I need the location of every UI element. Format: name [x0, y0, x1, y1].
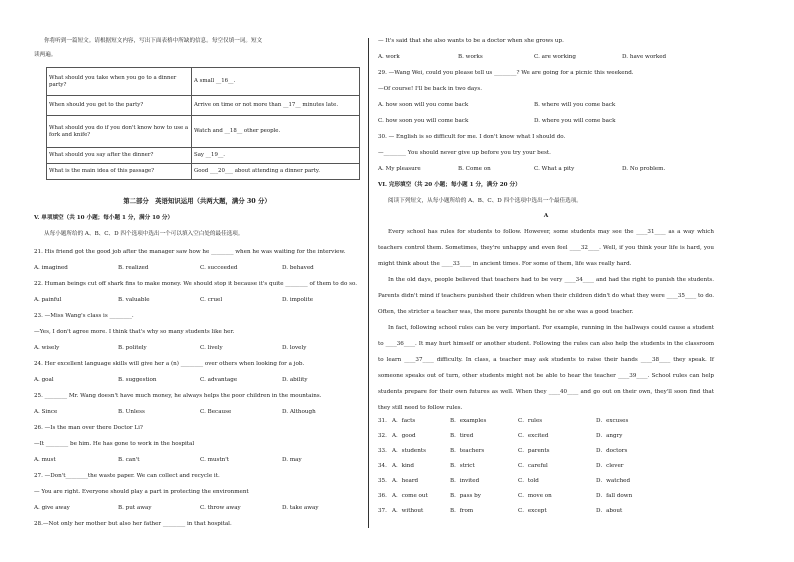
q30-option-b: B. Come on [458, 166, 491, 172]
q21-option-b: B. realized [118, 265, 149, 271]
cloze-option-d: D．clever [596, 463, 624, 469]
cloze-option-d: D．angry [596, 433, 623, 439]
q23-option-d: D. lovely [282, 345, 307, 351]
q28-option-a: A. work [378, 54, 400, 60]
q29-option-d: D. where you will come back [534, 118, 616, 124]
cloze-option-a: A．facts [392, 418, 416, 424]
table-answer: Good ___20___ about attending a dinner party. [192, 164, 360, 180]
q25-option-a: A. Since [34, 409, 58, 415]
cloze-option-b: B．tired [450, 433, 474, 439]
q29-option-a: A. how soon will you come back [378, 102, 469, 108]
q30-option-a: A. My pleasure [378, 166, 421, 172]
cloze-option-d: D．fall down [596, 493, 633, 499]
cloze-option-b: B．teachers [450, 448, 485, 454]
cloze-option-c: C．told [518, 478, 539, 484]
q21-option-d: D. behaved [282, 265, 314, 271]
cloze-option-number: 32. [378, 433, 387, 439]
cloze-option-c: C．move on [518, 493, 552, 499]
q26-option-c: C. mustn't [200, 457, 230, 463]
q21-stem: 21. His friend got the good job after the manager saw how he ________ when he was waiting for the interview. [34, 249, 346, 255]
table-row [47, 148, 360, 164]
q22-stem: 22. Human beings cut off shark fins to make money. We should stop it because it's quite ________ of them to do so. [34, 281, 358, 287]
cloze-option-b: B．strict [450, 463, 475, 469]
table-question: What should you do if you don't know how to use a fork and knife? [47, 116, 192, 148]
table-question: What should you take when you go to a dinner party? [47, 68, 192, 96]
q23-option-a: A. wisely [34, 345, 60, 351]
passage-paragraph-1: Every school has rules for students to follow. However, some students may see the ____31____ as a way which teachers control them. Sometimes, they're unhappy and even feel ____32____. Well, if you think your life is hard, you might think about the ____33____ in ancient times. For some of them, life was really hard. [378, 229, 714, 267]
q23-stem-2: —Yes, I don't agree more. I think that's why so many students like her. [34, 329, 235, 335]
section5-instructions: 从每小题所给的 A、B、C、D 四个选项中选出一个可以填入空白处的最佳选项。 [44, 231, 244, 237]
table-row [47, 96, 360, 116]
cloze-option-b: B．invited [450, 478, 480, 484]
cloze-option-d: D．watched [596, 478, 631, 484]
cloze-option-number: 35. [378, 478, 387, 484]
q27-stem-1: 27. —Don't________the waste paper. We can collect and recycle it. [34, 473, 220, 479]
table-answer: Say __19__. [192, 148, 360, 164]
q25-option-c: C. Because [200, 409, 232, 415]
listening-intro-line-2: 读两遍。 [34, 52, 57, 58]
listening-table [46, 67, 360, 180]
cloze-option-number: 34. [378, 463, 387, 469]
q26-stem-1: 26. —Is the man over there Doctor Li? [34, 425, 143, 431]
cloze-option-b: B．from [450, 508, 474, 514]
q28-stem: 28.—Not only her mother but also her father ________ in that hospital. [34, 521, 232, 527]
cloze-option-a: A．kind [392, 463, 414, 469]
listening-intro-line-1: 你将听到一篇短文。请根据短文内容，写出下面表格中所缺的信息。每空仅填一词。短文 [44, 38, 263, 44]
q29-stem-2: —Of course! I'll be back in two days. [378, 86, 483, 92]
q21-option-a: A. imagined [34, 265, 68, 271]
cloze-option-number: 33. [378, 448, 387, 454]
q27-option-d: D. take away [282, 505, 319, 511]
q30-option-d: D. No problem. [622, 166, 666, 172]
q29-stem-1: 29. —Wang Wei, could you please tell us ________? We are going for a picnic this weekend. [378, 70, 634, 76]
section6-title: VI. 完形填空（共 20 小题；每小题 1 分，满分 20 分） [378, 182, 521, 188]
q26-stem-2: —It ________ be him. He has gone to work in the hospital [34, 441, 195, 447]
q30-stem-1: 30. — English is so difficult for me. I don't know what I should do. [378, 134, 566, 140]
q22-option-b: B. valuable [118, 297, 150, 303]
part2-title: 第二部分 英语知识运用（共两大题，满分 30 分） [123, 197, 271, 205]
q28-option-d: D. have worked [622, 54, 667, 60]
cloze-option-c: C．excited [518, 433, 549, 439]
q24-option-a: A. goal [34, 377, 54, 383]
q24-option-b: B. suggestion [118, 377, 157, 383]
q27-option-a: A. give away [34, 505, 70, 511]
cloze-option-d: D．doctors [596, 448, 628, 454]
q26-option-a: A. must [34, 457, 56, 463]
cloze-option-b: B．pass by [450, 493, 481, 499]
q26-option-b: B. can't [118, 457, 140, 463]
q29-option-c: C. how soon you will come back [378, 118, 469, 124]
section5-title: V. 单项填空（共 10 小题；每小题 1 分，满分 10 分） [34, 215, 174, 221]
q23-option-b: B. politely [118, 345, 147, 351]
q24-option-d: D. ability [282, 377, 308, 383]
q28-stem-continued: — It's said that she also wants to be a doctor when she grows up. [378, 38, 564, 44]
cloze-option-c: C．except [518, 508, 547, 514]
page-footer [0, 544, 794, 558]
q22-option-a: A. painful [34, 297, 62, 303]
section6-instructions: 阅读下列短文，从每小题所给的 A、B、C、D 四个选项中选出一个最佳选项。 [388, 198, 582, 204]
q22-option-c: C. cruel [200, 297, 223, 303]
q27-stem-2: — You are right. Everyone should play a part in protecting the environment [34, 489, 249, 495]
table-row [47, 68, 360, 96]
table-answer: Arrive on time or not more than __17__ minutes late. [192, 96, 360, 116]
q25-stem: 25. ________ Mr. Wang doesn't have much money, he always helps the poor children in the mountains. [34, 393, 322, 399]
cloze-option-d: D．about [596, 508, 623, 514]
cloze-option-c: C．rules [518, 418, 543, 424]
q21-option-c: C. succeeded [200, 265, 238, 271]
q26-option-d: D. may [282, 457, 302, 463]
q25-option-b: B. Unless [118, 409, 145, 415]
table-row [47, 164, 360, 180]
passage-paragraph-2: In the old days, people believed that teachers had to be very ____34____ and had the right to punish the students. Parents didn't mind if teachers punished their children when their children didn't do what they were ____35____ to do. Often, the stricter a teacher was, the more parents thought he or she was a good teacher. [378, 277, 714, 315]
cloze-option-c: C．careful [518, 463, 548, 469]
q23-stem-1: 23. —Miss Wang's class is ________. [34, 313, 134, 319]
passage-label: A [543, 213, 549, 219]
q30-stem-2: —________ You should never give up before you try your best. [378, 150, 551, 156]
passage-paragraph-3: In fact, following school rules can be very important. For example, running in the hallways could cause a student to ____36____. It may hurt himself or another student. Following the rules can also help the students in the classroom to learn ____37____ difficulty. In class, a teacher may ask students to raise their hands ____38____ they speak. If someone speaks out of turn, other students might not be able to hear the teacher ____39____. School rules can help students prepare for their own futures as well. When they ____40____ and go out on their own, they'll soon find that they still need to follow rules. [378, 325, 714, 411]
q30-option-c: C. What a pity [534, 166, 575, 172]
cloze-option-a: A．students [392, 448, 426, 454]
q22-option-d: D. impolite [282, 297, 314, 303]
q24-option-c: C. advantage [200, 377, 238, 383]
q28-option-b: B. works [458, 54, 483, 60]
cloze-option-a: A．good [392, 433, 416, 439]
q27-option-c: C. throw away [200, 505, 241, 511]
q27-option-b: B. put away [118, 505, 152, 511]
q24-stem: 24. Her excellent language skills will give her a (n) ________ over others when looking for a job. [34, 361, 305, 367]
cloze-option-number: 31. [378, 418, 387, 424]
table-answer: A small __16__. [192, 68, 360, 96]
cloze-option-d: D．excuses [596, 418, 629, 424]
table-question: What is the main idea of this passage? [47, 164, 192, 180]
q29-option-b: B. where will you come back [534, 102, 616, 108]
table-question: What should you say after the dinner? [47, 148, 192, 164]
table-row [47, 116, 360, 148]
cloze-option-number: 37. [378, 508, 387, 514]
table-answer: Watch and __18__ other people. [192, 116, 360, 148]
q23-option-c: C. lively [200, 345, 223, 351]
cloze-option-a: A．come out [392, 493, 428, 499]
cloze-option-a: A．without [392, 508, 424, 514]
table-question: When should you get to the party? [47, 96, 192, 116]
q25-option-d: D. Although [282, 409, 316, 415]
column-divider [368, 38, 369, 528]
cloze-option-c: C．parents [518, 448, 550, 454]
cloze-option-number: 36. [378, 493, 387, 499]
cloze-option-a: A．heard [392, 478, 419, 484]
cloze-option-b: B．examples [450, 418, 487, 424]
q28-option-c: C. are working [534, 54, 576, 60]
